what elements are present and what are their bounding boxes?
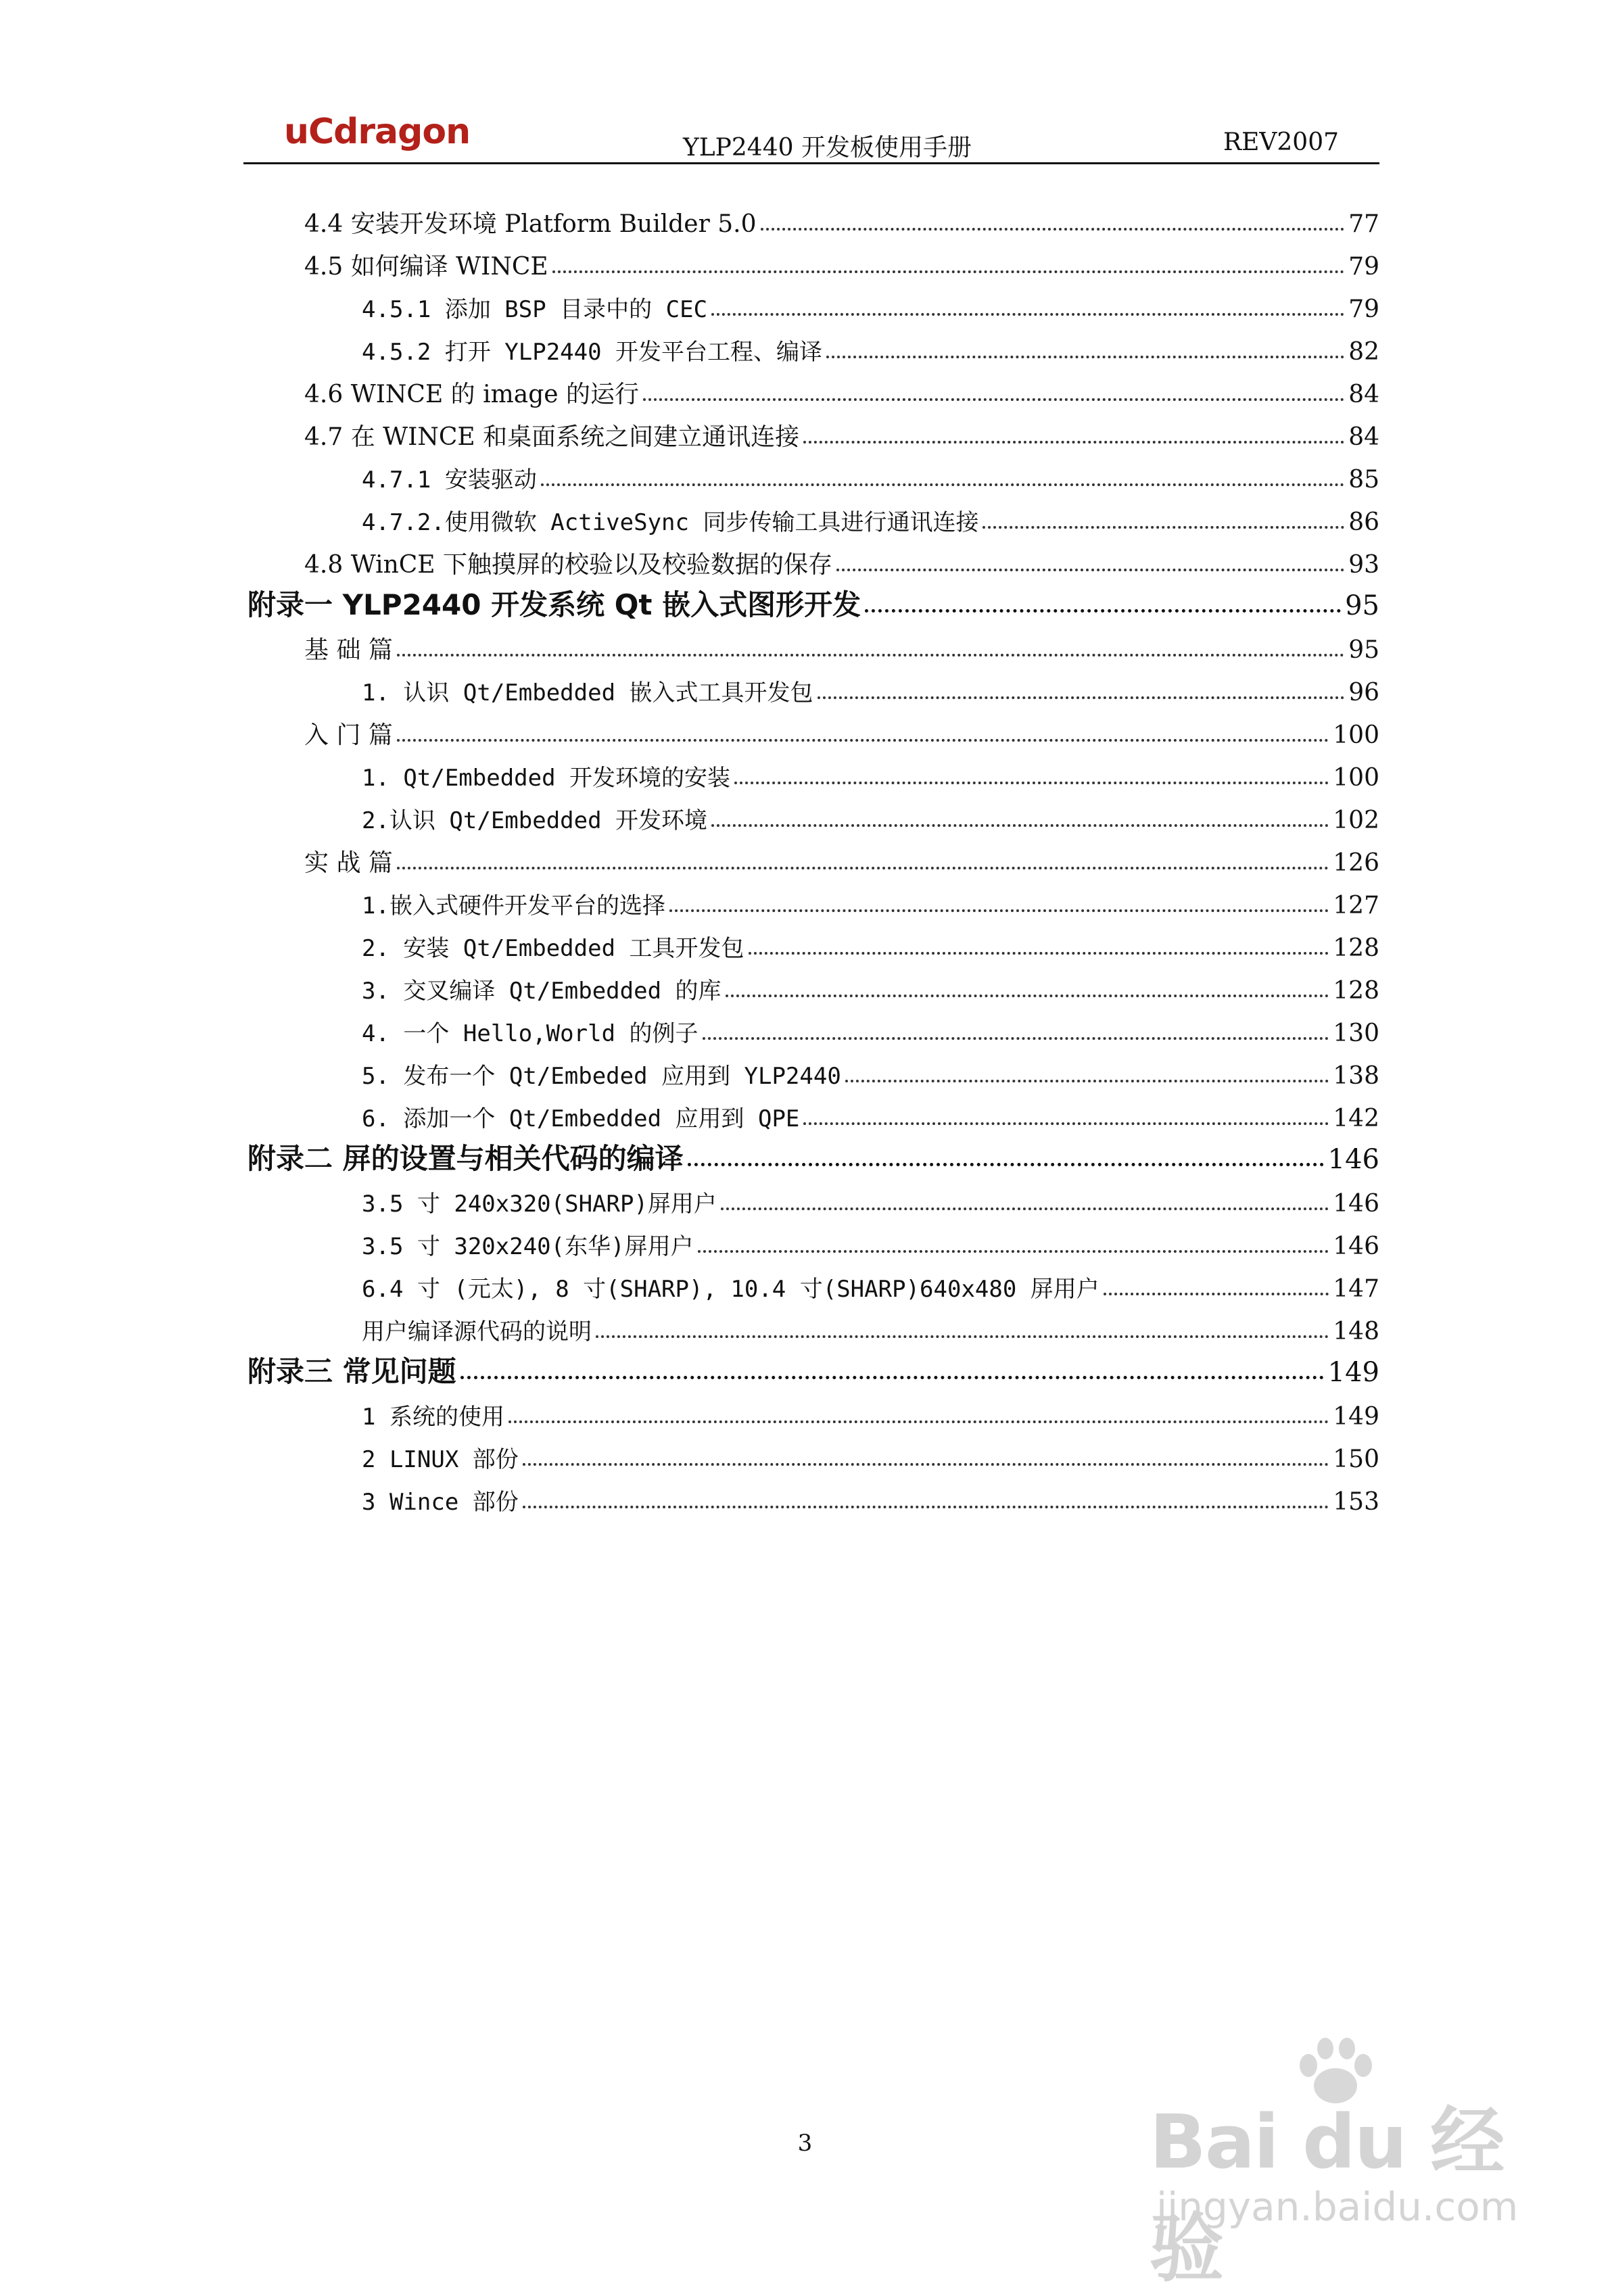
toc-dot-leader	[688, 1163, 1324, 1166]
toc-entry[interactable]	[243, 409, 1379, 452]
toc-entry[interactable]	[243, 537, 1379, 579]
toc-entry-page: 128	[1333, 934, 1379, 962]
toc-entry-title: 附录三 常见问题	[247, 1354, 456, 1388]
toc-entry-title: 4.5 如何编译 WINCE	[304, 252, 548, 281]
toc-entry[interactable]	[243, 1261, 1379, 1304]
toc-entry[interactable]	[243, 878, 1379, 920]
toc-entry-page: 149	[1333, 1402, 1379, 1431]
toc-entry-page: 77	[1348, 210, 1379, 238]
toc-dot-leader	[552, 270, 1345, 273]
toc-dot-leader	[523, 1463, 1329, 1466]
toc-entry-page: 150	[1333, 1445, 1379, 1473]
toc-entry-title: 附录一 YLP2440 开发系统 Qt 嵌入式图形开发	[247, 588, 861, 621]
toc-entry[interactable]	[243, 622, 1379, 665]
toc-entry-title: 4.4 安装开发环境 Platform Builder 5.0	[304, 210, 757, 238]
toc-entry[interactable]	[243, 494, 1379, 537]
watermark-brand: Bai du 经验	[1150, 2099, 1504, 2292]
toc-entry[interactable]	[243, 750, 1379, 792]
toc-entry-page: 93	[1348, 550, 1379, 579]
toc-entry[interactable]	[243, 324, 1379, 366]
toc-entry-page: 100	[1333, 721, 1379, 749]
toc-entry[interactable]	[243, 1346, 1379, 1389]
toc-entry-page: 126	[1333, 848, 1379, 877]
toc-entry-title: 5. 发布一个 Qt/Embeded 应用到 YLP2440	[362, 1063, 841, 1091]
toc-entry-title: 基 础 篇	[304, 636, 393, 664]
toc-entry-page: 85	[1348, 465, 1379, 494]
toc-entry-page: 86	[1348, 508, 1379, 536]
toc-entry-title: 4.7.2.使用微软 ActiveSync 同步传输工具进行通讯连接	[362, 509, 979, 537]
toc-entry-page: 84	[1348, 380, 1379, 408]
toc-dot-leader	[845, 1080, 1329, 1082]
toc-entry[interactable]	[243, 792, 1379, 835]
toc-entry[interactable]	[243, 963, 1379, 1005]
toc-entry[interactable]	[243, 452, 1379, 494]
toc-entry-page: 79	[1348, 295, 1379, 323]
toc-entry-title: 实 战 篇	[304, 848, 393, 877]
toc-dot-leader	[836, 569, 1344, 571]
toc-entry[interactable]	[243, 239, 1379, 281]
toc-dot-leader	[596, 1335, 1329, 1338]
toc-entry-title: 2. 安装 Qt/Embedded 工具开发包	[362, 935, 744, 963]
table-of-contents	[243, 196, 1379, 1516]
toc-entry-title: 4.5.2 打开 YLP2440 开发平台工程、编译	[362, 339, 823, 366]
toc-dot-leader	[761, 228, 1345, 231]
toc-entry-title: 6.4 寸 (元太), 8 寸(SHARP), 10.4 寸(SHARP)640x480 屏用户	[362, 1276, 1099, 1304]
toc-entry-title: 4. 一个 Hello,World 的例子	[362, 1020, 699, 1048]
toc-dot-leader	[643, 398, 1344, 401]
toc-dot-leader	[726, 995, 1329, 997]
toc-entry[interactable]	[243, 1005, 1379, 1048]
toc-entry[interactable]	[243, 1218, 1379, 1261]
toc-entry-page: 95	[1348, 636, 1379, 664]
toc-entry-title: 3. 交叉编译 Qt/Embedded 的库	[362, 978, 721, 1005]
document-title: YLP2440 开发板使用手册	[683, 134, 972, 162]
toc-dot-leader	[749, 952, 1329, 955]
toc-entry[interactable]	[243, 1133, 1379, 1176]
toc-dot-leader	[397, 654, 1344, 656]
toc-entry-title: 6. 添加一个 Qt/Embedded 应用到 QPE	[362, 1105, 800, 1133]
toc-entry-title: 入 门 篇	[304, 721, 393, 749]
toc-entry[interactable]	[243, 1091, 1379, 1133]
toc-entry-title: 3.5 寸 240x320(SHARP)屏用户	[362, 1191, 717, 1218]
toc-entry-page: 84	[1348, 423, 1379, 451]
toc-entry-page: 127	[1333, 891, 1379, 919]
toc-entry-title: 4.7.1 安装驱动	[362, 467, 537, 494]
toc-entry[interactable]	[243, 1304, 1379, 1346]
toc-dot-leader	[1104, 1293, 1329, 1295]
page-number: 3	[797, 2130, 813, 2157]
toc-entry-page: 79	[1348, 252, 1379, 281]
toc-entry-page: 146	[1333, 1232, 1379, 1260]
toc-entry-page: 142	[1333, 1104, 1379, 1132]
baidu-jingyan-watermark	[1143, 2035, 1548, 2292]
header-divider	[243, 162, 1379, 164]
ucdragon-logo: uCdragon	[284, 112, 471, 152]
toc-entry-title: 2.认识 Qt/Embedded 开发环境	[362, 807, 708, 835]
toc-entry-page: 138	[1333, 1061, 1379, 1090]
watermark-url: jingyan.baidu.com	[1156, 2184, 1519, 2230]
toc-entry[interactable]	[243, 1389, 1379, 1431]
toc-dot-leader	[523, 1506, 1329, 1508]
toc-entry-page: 146	[1333, 1189, 1379, 1218]
toc-entry-page: 147	[1333, 1274, 1379, 1303]
toc-dot-leader	[734, 782, 1329, 784]
toc-dot-leader	[703, 1037, 1329, 1040]
toc-entry-title: 4.7 在 WINCE 和桌面系统之间建立通讯连接	[304, 423, 800, 451]
toc-entry[interactable]	[243, 1048, 1379, 1091]
toc-entry-title: 1 系统的使用	[362, 1404, 504, 1431]
toc-entry-title: 2 LINUX 部份	[362, 1446, 519, 1474]
toc-entry[interactable]	[243, 835, 1379, 878]
toc-entry[interactable]	[243, 196, 1379, 239]
toc-entry[interactable]	[243, 665, 1379, 707]
toc-dot-leader	[865, 609, 1341, 613]
toc-entry[interactable]	[243, 1474, 1379, 1516]
toc-entry-page: 95	[1345, 590, 1379, 621]
toc-entry-title: 附录二 屏的设置与相关代码的编译	[247, 1141, 684, 1175]
toc-entry-page: 146	[1327, 1144, 1379, 1175]
toc-entry-title: 4.6 WINCE 的 image 的运行	[304, 380, 640, 408]
toc-dot-leader	[711, 313, 1344, 316]
toc-entry-title: 1. Qt/Embedded 开发环境的安装	[362, 765, 731, 792]
toc-entry-page: 130	[1333, 1019, 1379, 1047]
toc-entry[interactable]	[243, 281, 1379, 324]
toc-dot-leader	[397, 867, 1329, 869]
toc-dot-leader	[669, 909, 1329, 912]
toc-entry-page: 128	[1333, 976, 1379, 1005]
toc-dot-leader	[803, 1122, 1329, 1125]
toc-entry[interactable]	[243, 579, 1379, 622]
toc-dot-leader	[460, 1376, 1324, 1379]
toc-entry-title: 4.5.1 添加 BSP 目录中的 CEC	[362, 296, 708, 324]
toc-entry-page: 153	[1333, 1487, 1379, 1516]
toc-dot-leader	[982, 526, 1344, 529]
toc-dot-leader	[721, 1207, 1329, 1210]
toc-entry-title: 用户编译源代码的说明	[362, 1318, 592, 1346]
toc-entry-page: 82	[1348, 337, 1379, 366]
toc-entry[interactable]	[243, 366, 1379, 409]
toc-dot-leader	[818, 696, 1345, 699]
toc-dot-leader	[803, 441, 1344, 444]
toc-dot-leader	[698, 1250, 1329, 1253]
toc-entry-page: 100	[1333, 763, 1379, 792]
toc-entry-title: 1.嵌入式硬件开发平台的选择	[362, 892, 665, 920]
toc-entry-page: 96	[1348, 678, 1379, 707]
toc-entry[interactable]	[243, 1431, 1379, 1474]
toc-entry-page: 148	[1333, 1317, 1379, 1345]
toc-entry-page: 102	[1333, 806, 1379, 834]
toc-entry-title: 1. 认识 Qt/Embedded 嵌入式工具开发包	[362, 679, 813, 707]
toc-dot-leader	[541, 483, 1344, 486]
toc-dot-leader	[397, 739, 1329, 742]
toc-entry[interactable]	[243, 920, 1379, 963]
toc-dot-leader	[826, 356, 1344, 358]
toc-entry-title: 4.8 WinCE 下触摸屏的校验以及校验数据的保存	[304, 550, 833, 579]
toc-entry-title: 3 Wince 部份	[362, 1489, 519, 1516]
revision-label: REV2007	[1223, 128, 1339, 156]
toc-entry-page: 149	[1327, 1357, 1379, 1388]
toc-dot-leader	[508, 1420, 1329, 1423]
toc-entry[interactable]	[243, 1176, 1379, 1218]
page-header	[243, 108, 1379, 162]
toc-dot-leader	[711, 824, 1329, 827]
toc-entry-title: 3.5 寸 320x240(东华)屏用户	[362, 1233, 694, 1261]
toc-entry[interactable]	[243, 707, 1379, 750]
